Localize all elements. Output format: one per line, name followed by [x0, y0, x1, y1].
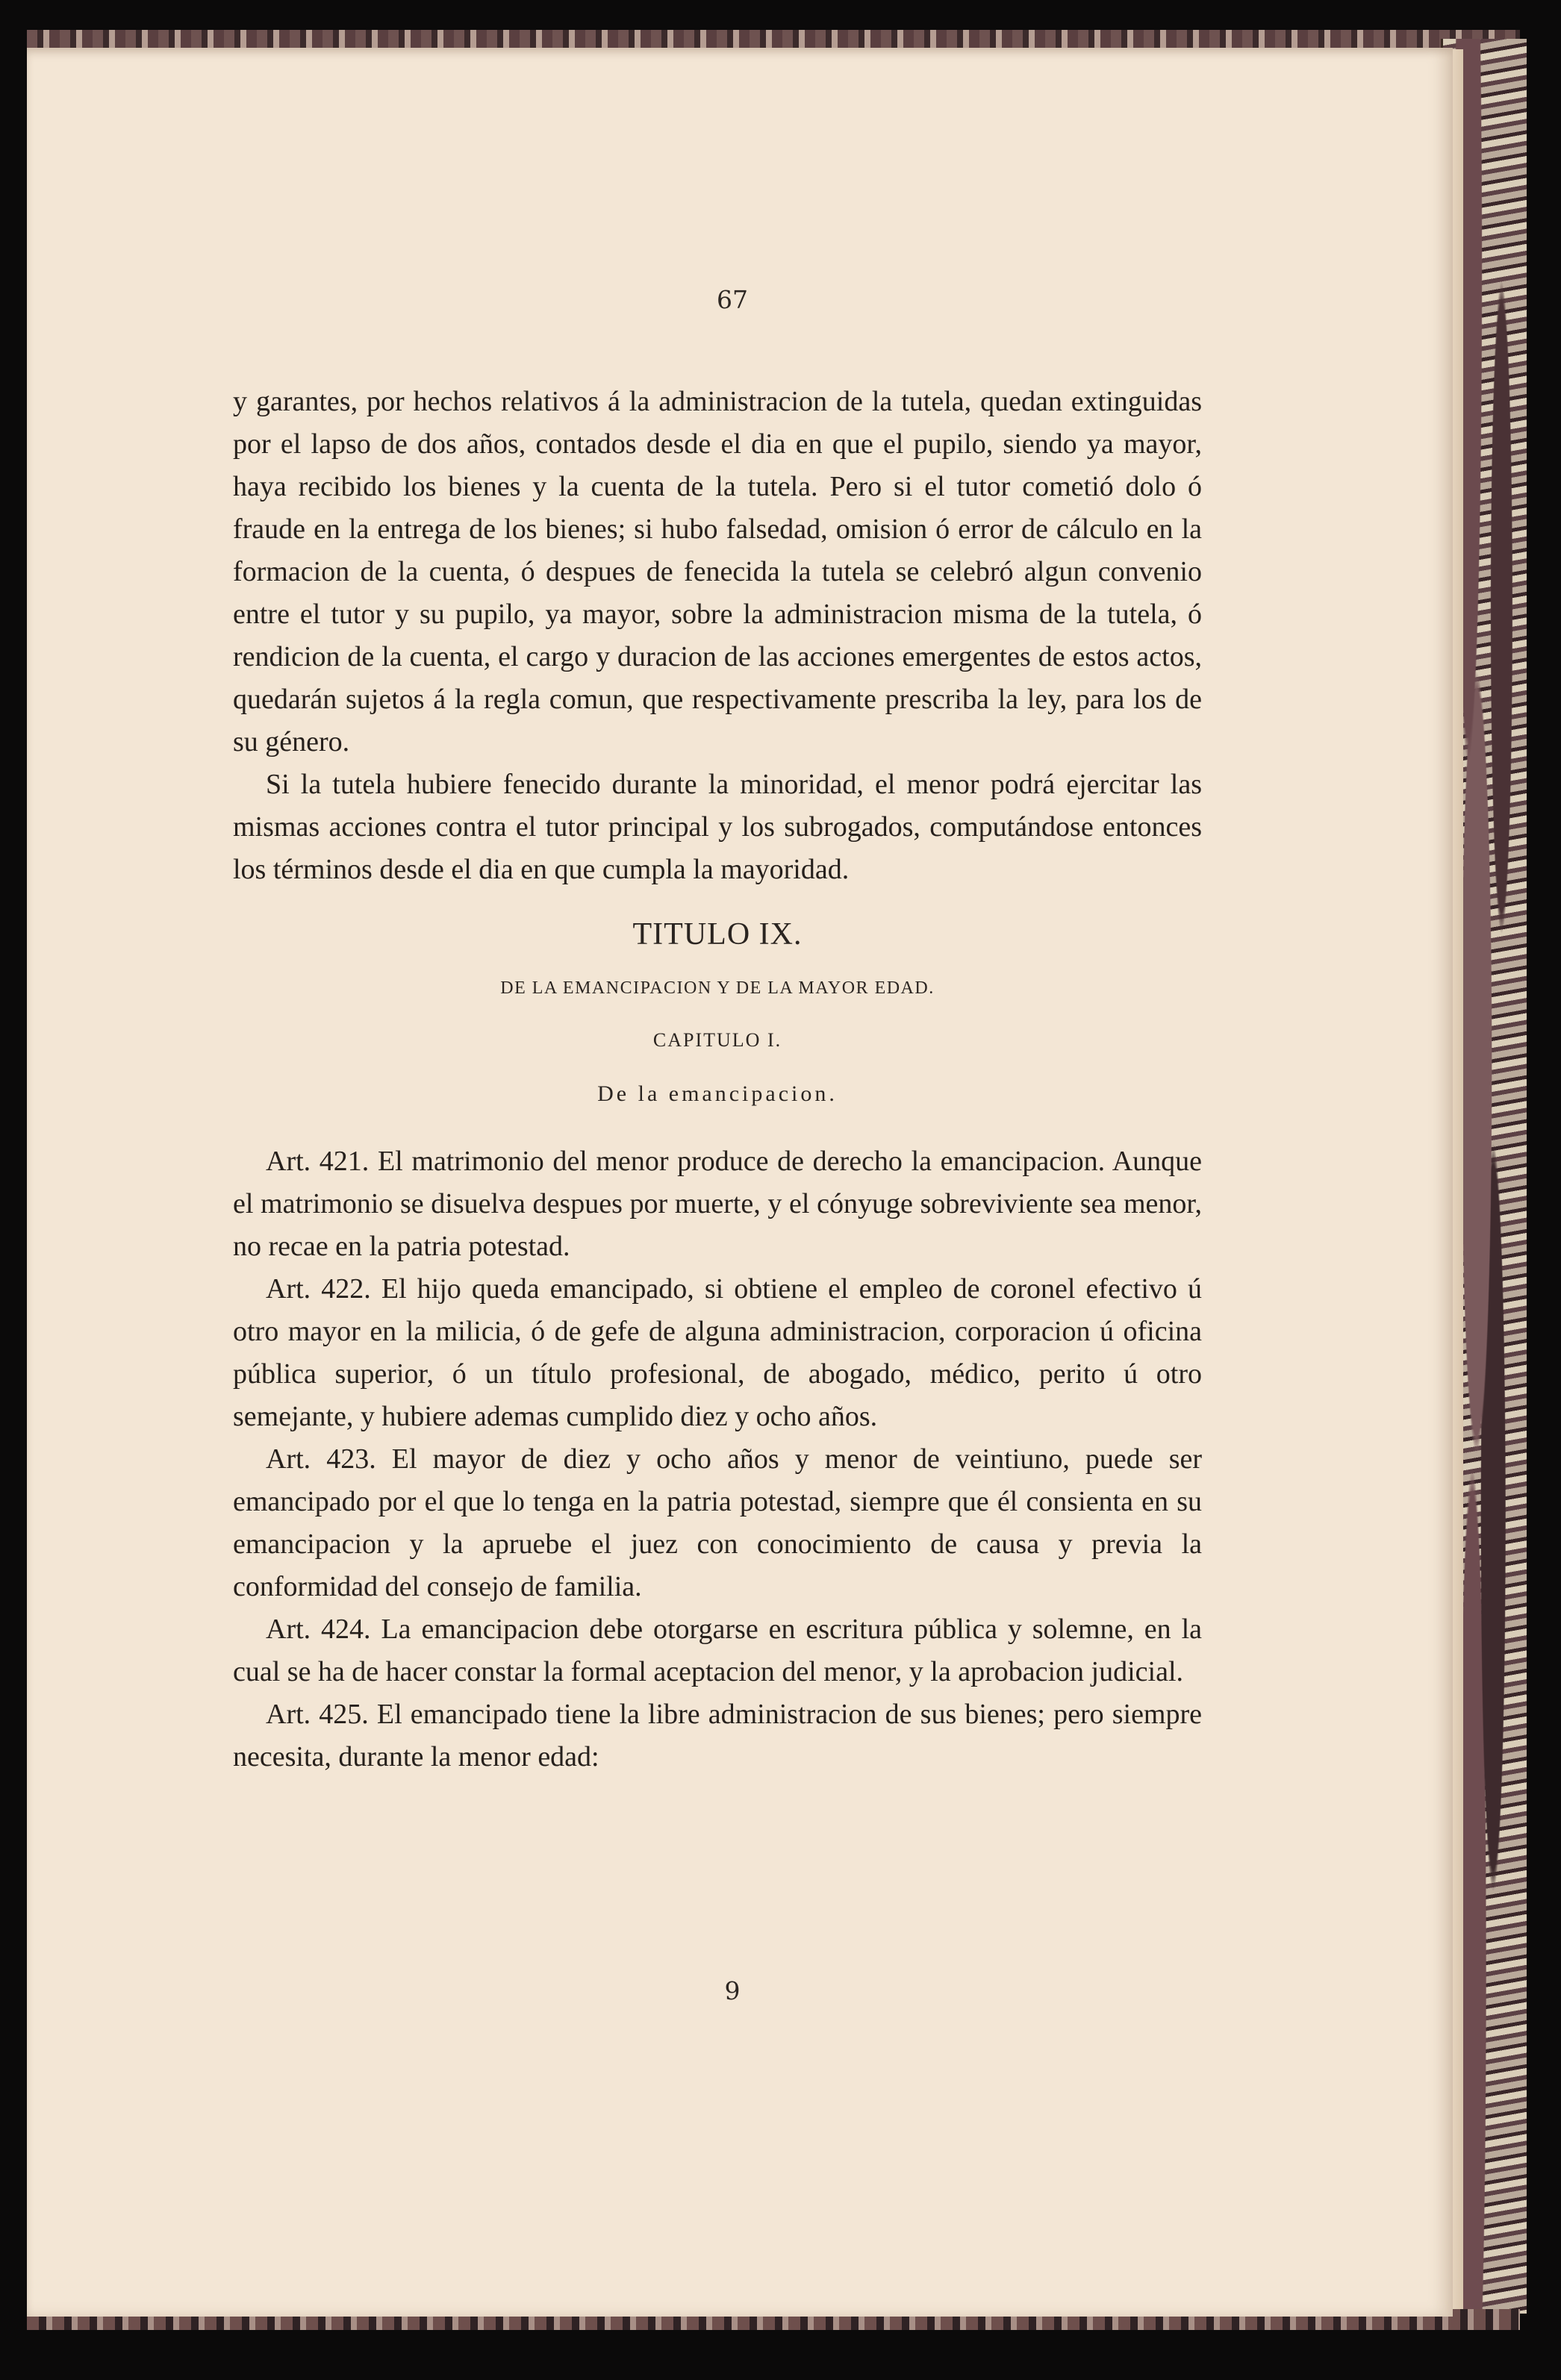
article-424: [233, 1608, 1202, 1693]
article-text: El mayor de diez y ocho años y menor de veintiuno, puede ser emancipado por el que lo tenga en la patria potestad, siempre que él consienta en su emancipacion y la apruebe el juez con conocimiento de causa y previa la conformidad del consejo de familia.: [233, 1443, 1202, 1602]
paragraph-continuation: y garantes, por hechos relativos á la administracion de la tutela, quedan extinguidas por el lapso de dos años, contados desde el dia en que el pupilo, siendo ya mayor, haya recibido los bienes y la cuenta de la tutela. Pero si el tutor cometió dolo ó fraude en la entrega de los bienes; si hubo falsedad, omision ó error de cálculo en la formacion de la cuenta, ó despues de fenecida la tutela se celebró algun convenio entre el tutor y su pupilo, ya mayor, sobre la administracion misma de la tutela, ó rendicion de la cuenta, el cargo y duracion de las acciones emergentes de estos actos, quedarán sujetos á la regla comun, que respectivamente prescriba la ley, para los de su género.: [233, 386, 1202, 758]
article-label: Art. 422.: [266, 1273, 371, 1305]
article-text: La emancipacion debe otorgarse en escritura pública y solemne, en la cual se ha de hacer constar la formal aceptacion del menor, y la aprobacion judicial.: [233, 1614, 1202, 1687]
article-label: Art. 421.: [266, 1146, 370, 1177]
article-text: El emancipado tiene la libre administracion de sus bienes; pero siempre necesita, durante la menor edad:: [233, 1699, 1203, 1772]
article-text: El hijo queda emancipado, si obtiene el empleo de coronel efectivo ú otro mayor en la milicia, ó de gefe de alguna administracion, corporacion ú oficina pública superior, ó un título profesional, de abogado, médico, perito ú otro semejante, y hubiere ademas cumplido diez y ocho años.: [233, 1273, 1202, 1432]
title-heading: TITULO IX.: [632, 917, 803, 952]
article-425: [233, 1693, 1202, 1778]
paragraph-minority: Si la tutela hubiere fenecido durante la minoridad, el menor podrá ejercitar las mismas acciones contra el tutor principal y los subrogados, computándose entonces los términos desde el dia en que cumpla la mayoridad.: [233, 769, 1202, 885]
article-422: [233, 1268, 1202, 1438]
section-heading: De la emancipacion.: [597, 1081, 838, 1106]
title-subheading: DE LA EMANCIPACION Y DE LA MAYOR EDAD.: [500, 978, 935, 998]
signature-mark: 9: [724, 1976, 741, 2005]
page-number-top: 67: [717, 285, 748, 314]
article-label: Art. 424.: [266, 1614, 371, 1645]
article-421: [233, 1140, 1202, 1268]
article-text: El matrimonio del menor produce de derecho la emancipacion. Aunque el matrimonio se disuelva despues por muerte, y el cónyuge sobreviviente sea menor, no recae en la patria potestad.: [233, 1146, 1203, 1262]
book-page: [27, 48, 1453, 2317]
page-text-block: [233, 381, 1202, 1778]
article-label: Art. 425.: [266, 1699, 369, 1730]
article-label: Art. 423.: [266, 1443, 376, 1475]
article-423: [233, 1438, 1202, 1608]
chapter-heading: CAPITULO I.: [652, 1029, 782, 1051]
